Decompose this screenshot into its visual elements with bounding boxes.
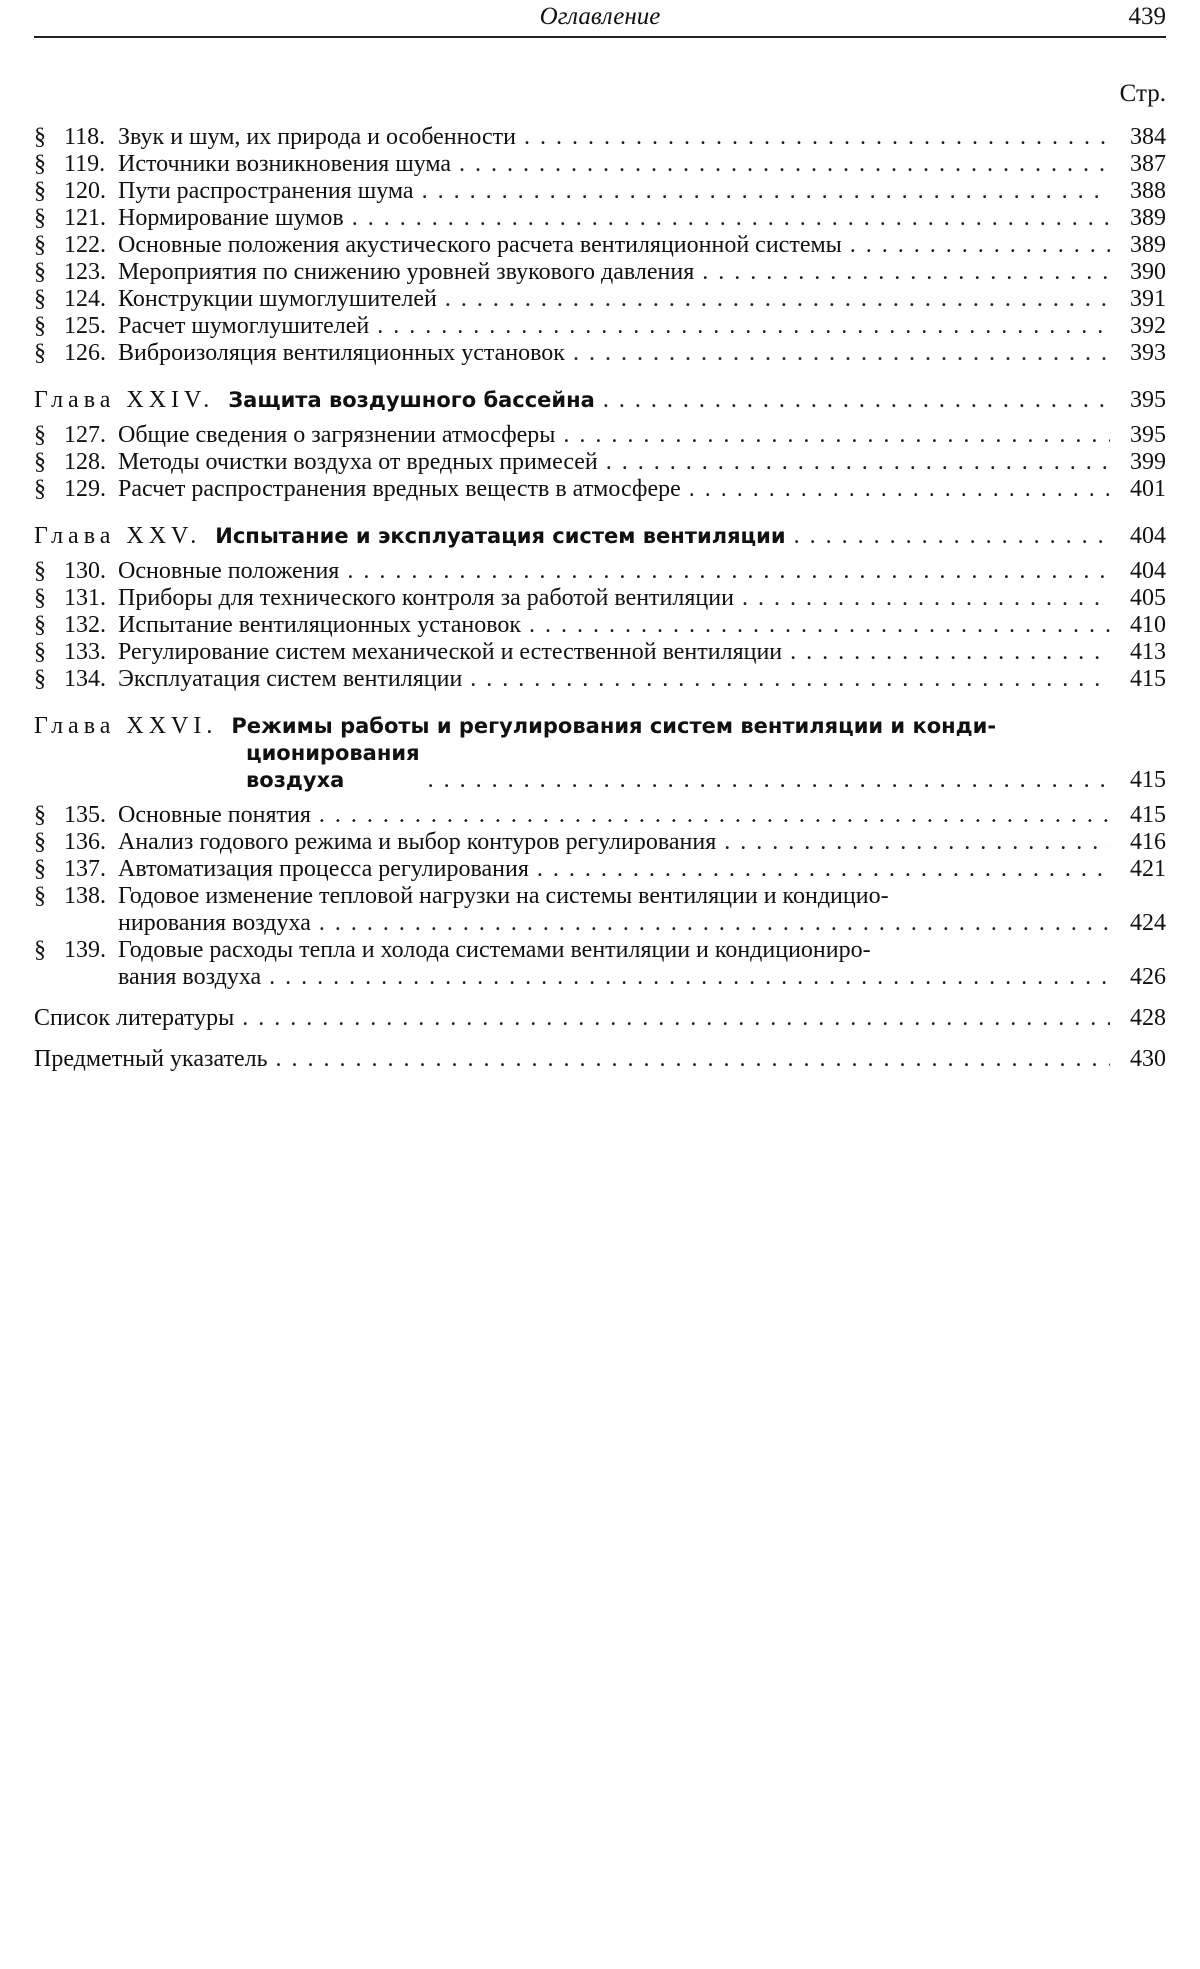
entry-number: 124.: [64, 286, 118, 313]
section-mark: §: [34, 666, 64, 693]
dot-leader: ...............................................: [347, 558, 1110, 585]
section-mark: §: [34, 124, 64, 151]
chapter-title: Испытание и эксплуатация систем вентиляции: [215, 523, 785, 550]
section-mark: §: [34, 205, 64, 232]
entry-page: 415: [1116, 802, 1166, 829]
toc-entry[interactable]: [34, 666, 1166, 693]
entry-page: 389: [1116, 205, 1166, 232]
section-mark: §: [34, 286, 64, 313]
dot-leader: ....................................: [524, 124, 1110, 151]
entry-number: 125.: [64, 313, 118, 340]
entry-number: 118.: [64, 124, 118, 151]
entry-number: 119.: [64, 151, 118, 178]
entry-title: Виброизоляция вентиляционных установок: [118, 340, 565, 367]
section-group-4: [34, 802, 1166, 991]
dot-leader: ....................................: [529, 612, 1110, 639]
back-matter-index[interactable]: [34, 1046, 1166, 1073]
section-mark: §: [34, 639, 64, 666]
entry-title: Методы очистки воздуха от вредных примесей: [118, 449, 598, 476]
chapter-heading-xxv[interactable]: [34, 523, 1166, 550]
section-mark: §: [34, 612, 64, 639]
section-mark: §: [34, 449, 64, 476]
dot-leader: .................................................: [319, 910, 1110, 937]
chapter-label: Глава XXV.: [34, 523, 201, 550]
toc-entry[interactable]: [34, 585, 1166, 612]
entry-number: 134.: [64, 666, 118, 693]
dot-leader: ....................................: [563, 422, 1110, 449]
chapter-heading-xxiv[interactable]: [34, 387, 1166, 414]
dot-leader: ....................................................: [276, 1046, 1110, 1073]
toc-entry[interactable]: [34, 856, 1166, 883]
dot-leader: ........................................: [470, 666, 1110, 693]
entry-number: 133.: [64, 639, 118, 666]
section-mark: §: [34, 151, 64, 178]
toc-entry[interactable]: [34, 178, 1166, 205]
dot-leader: ...........................: [689, 476, 1110, 503]
entry-title: Общие сведения о загрязнении атмосферы: [118, 422, 555, 449]
entry-line-2: [34, 910, 1166, 937]
entry-title: Основные положения: [118, 558, 339, 585]
entry-page: 421: [1116, 856, 1166, 883]
entry-number: 136.: [64, 829, 118, 856]
toc-entry[interactable]: [34, 259, 1166, 286]
back-matter-references[interactable]: [34, 1005, 1166, 1032]
entry-number: 139.: [64, 937, 118, 964]
entry-number: 129.: [64, 476, 118, 503]
entry-page: 392: [1116, 313, 1166, 340]
dot-leader: ..........................................: [428, 767, 1110, 794]
dot-leader: .........................................: [445, 286, 1110, 313]
running-head: [34, 0, 1166, 38]
entry-number: 127.: [64, 422, 118, 449]
dot-leader: ...............................: [603, 387, 1110, 414]
entry-number: 121.: [64, 205, 118, 232]
toc-entry[interactable]: [34, 313, 1166, 340]
entry-title: Предметный указатель: [34, 1046, 268, 1073]
section-mark: §: [34, 422, 64, 449]
entry-title: Список литературы: [34, 1005, 234, 1032]
section-mark: §: [34, 585, 64, 612]
section-mark: §: [34, 802, 64, 829]
entry-title-line-2: вания воздуха: [118, 964, 261, 991]
entry-line-1: [34, 937, 1166, 964]
section-mark: §: [34, 476, 64, 503]
entry-page: 395: [1116, 422, 1166, 449]
chapter-line-2: [34, 740, 1166, 794]
toc-entry[interactable]: [34, 205, 1166, 232]
toc-entry-multiline[interactable]: [34, 883, 1166, 937]
entry-title: Регулирование систем механической и естественной вентиляции: [118, 639, 782, 666]
entry-title-line-1: Годовые расходы тепла и холода системами вентиляции и кондициониро-: [118, 937, 871, 964]
dot-leader: .............................................: [377, 313, 1110, 340]
dot-leader: ...............................: [606, 449, 1110, 476]
entry-number: 128.: [64, 449, 118, 476]
entry-number: 126.: [64, 340, 118, 367]
dot-leader: .......................: [742, 585, 1110, 612]
toc-entry[interactable]: [34, 558, 1166, 585]
entry-number: 120.: [64, 178, 118, 205]
section-mark: §: [34, 558, 64, 585]
dot-leader: ..................: [850, 232, 1110, 259]
page-column-label: Стр.: [34, 80, 1166, 108]
toc-entry[interactable]: [34, 612, 1166, 639]
entry-number: 135.: [64, 802, 118, 829]
toc-entry-multiline[interactable]: [34, 937, 1166, 991]
entry-line-1: [34, 883, 1166, 910]
entry-page: 410: [1116, 612, 1166, 639]
toc-entry[interactable]: [34, 286, 1166, 313]
chapter-label: Глава XXVI.: [34, 713, 217, 740]
entry-number: 131.: [64, 585, 118, 612]
entry-title: Пути распространения шума: [118, 178, 414, 205]
entry-page: 389: [1116, 232, 1166, 259]
entry-title: Эксплуатация систем вентиляции: [118, 666, 462, 693]
section-group-2: [34, 422, 1166, 503]
section-mark: §: [34, 937, 64, 964]
dot-leader: .................................................: [319, 802, 1110, 829]
toc-entry[interactable]: [34, 829, 1166, 856]
section-mark: §: [34, 340, 64, 367]
toc-entry[interactable]: [34, 232, 1166, 259]
entry-page: 424: [1116, 910, 1166, 937]
toc-entry[interactable]: [34, 476, 1166, 503]
chapter-label: Глава XXIV.: [34, 387, 214, 414]
entry-number: 138.: [64, 883, 118, 910]
entry-number: 137.: [64, 856, 118, 883]
page-number: 439: [1129, 3, 1167, 31]
toc-page: [34, 0, 1166, 1073]
entry-title-line-2: нирования воздуха: [118, 910, 311, 937]
section-mark: §: [34, 178, 64, 205]
entry-title-line-1: Годовое изменение тепловой нагрузки на системы вентиляции и кондицио-: [118, 883, 889, 910]
chapter-title: Защита воздушного бассейна: [228, 387, 595, 414]
entry-page: 413: [1116, 639, 1166, 666]
entry-number: 123.: [64, 259, 118, 286]
entry-title: Анализ годового режима и выбор контуров регулирования: [118, 829, 716, 856]
page-title: Оглавление: [34, 3, 1166, 31]
entry-title: Приборы для технического контроля за работой вентиляции: [118, 585, 734, 612]
chapter-title-line-1: Режимы работы и регулирования систем вентиляции и конди-: [231, 713, 996, 740]
entry-number: 122.: [64, 232, 118, 259]
section-mark: §: [34, 313, 64, 340]
entry-title: Звук и шум, их природа и особенности: [118, 124, 516, 151]
entry-title: Нормирование шумов: [118, 205, 344, 232]
dot-leader: ....................: [790, 639, 1110, 666]
toc-entry[interactable]: [34, 422, 1166, 449]
entry-title: Расчет шумоглушителей: [118, 313, 369, 340]
entry-number: 132.: [64, 612, 118, 639]
entry-page: 404: [1116, 558, 1166, 585]
entry-title: Автоматизация процесса регулирования: [118, 856, 529, 883]
entry-page: 430: [1116, 1046, 1166, 1073]
entry-page: 388: [1116, 178, 1166, 205]
section-mark: §: [34, 232, 64, 259]
entry-title: Мероприятия по снижению уровней звукового давления: [118, 259, 694, 286]
chapter-page: 395: [1116, 387, 1166, 414]
entry-page: 401: [1116, 476, 1166, 503]
entry-page: 390: [1116, 259, 1166, 286]
entry-page: 428: [1116, 1005, 1166, 1032]
dot-leader: ....................................: [573, 340, 1110, 367]
entry-page: 415: [1116, 666, 1166, 693]
toc-entry[interactable]: [34, 449, 1166, 476]
chapter-page: 404: [1116, 523, 1166, 550]
entry-title: Конструкции шумоглушителей: [118, 286, 437, 313]
table-of-contents: [34, 124, 1166, 1073]
entry-title: Источники возникновения шума: [118, 151, 451, 178]
dot-leader: ....................................: [537, 856, 1110, 883]
dot-leader: ........................: [724, 829, 1110, 856]
chapter-heading-xxvi[interactable]: [34, 713, 1166, 794]
toc-entry[interactable]: [34, 151, 1166, 178]
entry-title: Испытание вентиляционных установок: [118, 612, 521, 639]
dot-leader: ......................................................: [242, 1005, 1110, 1032]
entry-page: 384: [1116, 124, 1166, 151]
entry-title: Расчет распространения вредных веществ в атмосфере: [118, 476, 681, 503]
chapter-page: 415: [1116, 767, 1166, 794]
toc-entry[interactable]: [34, 639, 1166, 666]
entry-page: 393: [1116, 340, 1166, 367]
entry-number: 130.: [64, 558, 118, 585]
dot-leader: ...............................................: [352, 205, 1110, 232]
entry-page: 405: [1116, 585, 1166, 612]
toc-entry[interactable]: [34, 124, 1166, 151]
dot-leader: .........................: [702, 259, 1110, 286]
toc-entry[interactable]: [34, 802, 1166, 829]
section-mark: §: [34, 883, 64, 910]
chapter-title-line-2: ционирования воздуха: [246, 740, 420, 794]
entry-page: 416: [1116, 829, 1166, 856]
entry-page: 426: [1116, 964, 1166, 991]
dot-leader: ........................................: [459, 151, 1110, 178]
section-group-3: [34, 558, 1166, 693]
entry-line-2: [34, 964, 1166, 991]
entry-page: 399: [1116, 449, 1166, 476]
section-mark: §: [34, 259, 64, 286]
entry-page: 391: [1116, 286, 1166, 313]
entry-title: Основные положения акустического расчета вентиляционной системы: [118, 232, 842, 259]
chapter-line-1: [34, 713, 1166, 740]
section-mark: §: [34, 856, 64, 883]
entry-title: Основные понятия: [118, 802, 311, 829]
section-group-1: [34, 124, 1166, 367]
section-mark: §: [34, 829, 64, 856]
dot-leader: ...................: [794, 523, 1110, 550]
entry-page: 387: [1116, 151, 1166, 178]
toc-entry[interactable]: [34, 340, 1166, 367]
dot-leader: ...........................................: [422, 178, 1110, 205]
dot-leader: ......................................................: [269, 964, 1110, 991]
